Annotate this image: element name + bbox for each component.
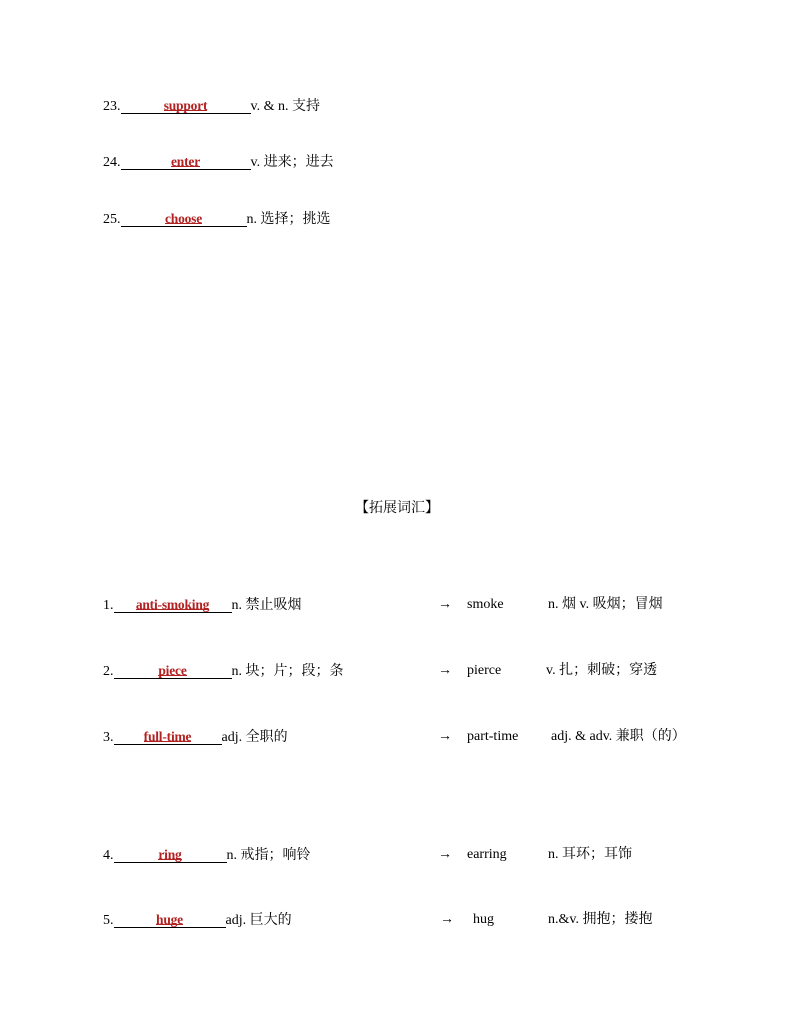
arrow-icon: → <box>438 729 452 744</box>
arrow-icon: → <box>440 912 454 927</box>
arrow-icon: → <box>438 847 452 862</box>
vocab-item-25 <box>103 209 331 230</box>
related-definition: n. 烟 v. 吸烟；冒烟 <box>548 597 663 612</box>
related-definition: adj. & adv. 兼职（的） <box>551 729 686 744</box>
answer-text: ring <box>158 847 182 862</box>
related-word: hug <box>473 912 494 927</box>
extended-item-3 <box>103 727 288 748</box>
answer-text: full-time <box>143 729 192 744</box>
arrow-icon: → <box>438 663 452 678</box>
answer-text: enter <box>171 154 200 169</box>
answer-blank[interactable] <box>114 595 232 615</box>
answer-text: anti-smoking <box>135 597 210 612</box>
arrow-icon: → <box>438 597 452 612</box>
definition: v. & n. 支持 <box>250 99 320 114</box>
answer-text: huge <box>156 912 183 927</box>
related-definition: v. 扎；刺破；穿透 <box>546 663 658 678</box>
vocab-item-23 <box>103 96 320 117</box>
item-number: 2. <box>103 664 114 679</box>
extended-item-1 <box>103 595 302 616</box>
item-number: 24. <box>103 155 121 170</box>
item-number: 3. <box>103 730 114 745</box>
answer-blank[interactable] <box>114 727 222 747</box>
vocab-item-24 <box>103 152 334 173</box>
item-number: 5. <box>103 913 114 928</box>
extended-item-5 <box>103 910 292 931</box>
extended-item-4 <box>103 845 311 866</box>
definition: n. 块；片；段；条 <box>231 664 344 679</box>
item-number: 23. <box>103 99 121 114</box>
definition: adj. 全职的 <box>221 730 288 745</box>
extended-item-2 <box>103 661 344 682</box>
related-word: earring <box>467 847 507 862</box>
related-word: pierce <box>467 663 502 678</box>
definition: v. 进来；进去 <box>250 155 334 170</box>
related-definition: n. 耳环；耳饰 <box>548 847 632 862</box>
answer-blank[interactable] <box>121 209 247 229</box>
answer-blank[interactable] <box>114 845 227 865</box>
answer-text: support <box>163 98 208 113</box>
section-title: 【拓展词汇】 <box>355 501 439 516</box>
definition: adj. 巨大的 <box>225 913 292 928</box>
item-number: 25. <box>103 212 121 227</box>
answer-text: piece <box>158 663 187 678</box>
item-number: 4. <box>103 848 114 863</box>
answer-blank[interactable] <box>114 661 232 681</box>
answer-text: choose <box>164 211 203 226</box>
answer-blank[interactable] <box>121 152 251 172</box>
definition: n. 禁止吸烟 <box>231 598 302 613</box>
definition: n. 选择；挑选 <box>246 212 331 227</box>
related-word: part-time <box>467 729 519 744</box>
related-word: smoke <box>467 597 504 612</box>
related-definition: n.&v. 拥抱；搂抱 <box>548 912 653 927</box>
definition: n. 戒指；响铃 <box>226 848 311 863</box>
answer-blank[interactable] <box>114 910 226 930</box>
answer-blank[interactable] <box>121 96 251 116</box>
item-number: 1. <box>103 598 114 613</box>
